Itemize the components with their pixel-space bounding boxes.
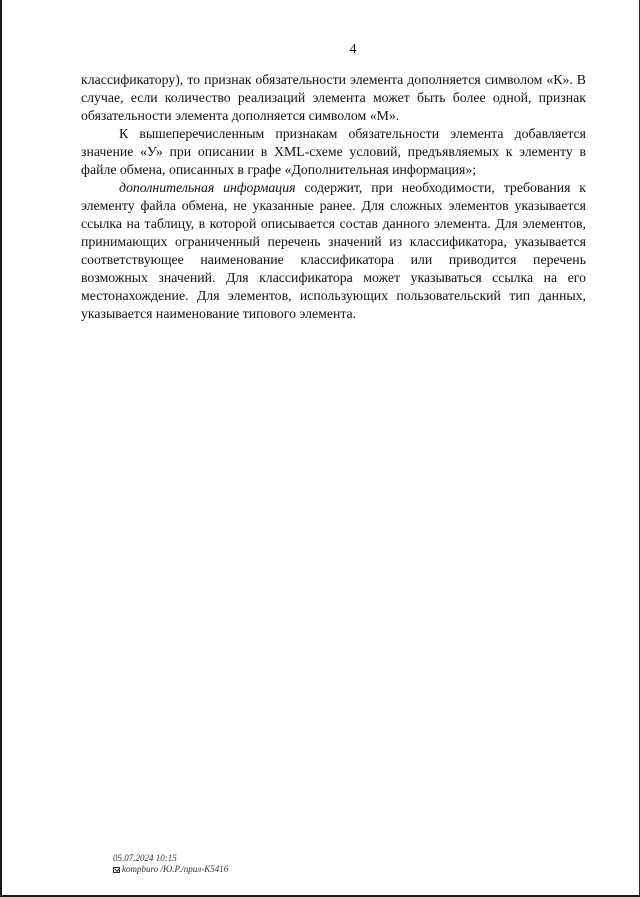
mail-icon bbox=[113, 867, 120, 873]
document-body bbox=[81, 71, 586, 323]
scan-edge-left bbox=[0, 0, 2, 897]
paragraph-additional-info bbox=[81, 179, 586, 323]
page-number: 4 bbox=[349, 42, 357, 57]
footer-stamp bbox=[113, 853, 228, 875]
paragraph-additional-info-text: содержит, при необходимости, требования к элементу файла обмена, не указанные ранее. Для сложных элементов указывается ссылка на таблицу, в которой описывается состав данного элемента. Для элементов, принимающих ограниченный перечень значений из классификатора, указывается соответствующее наименование классификатора или приводится перечень возможных значений. Для классификатора может указываться ссылка на его местонахождение. Для элементов, использующих пользовательский тип данных, указывается наименование типового элемента. bbox=[81, 180, 586, 321]
footer-timestamp: 05.07.2024 10:15 bbox=[113, 853, 177, 863]
paragraph-u-value: К вышеперечисленным признакам обязательности элемента добавляется значение «У» при описании в XML-схеме условий, предъявляемых к элементу в файле обмена, описанных в графе «Дополнительная информация»; bbox=[81, 126, 586, 177]
footer-path-line bbox=[113, 864, 228, 875]
term-additional-info: дополнительная информация bbox=[119, 180, 296, 195]
paragraph-continuation: классификатору), то признак обязательности элемента дополняется символом «К». В случае, если количество реализаций элемента может быть более одной, признак обязательности элемента дополняется символом «М». bbox=[81, 72, 586, 123]
footer-path: kompburo /Ю.Р./прил-К5416 bbox=[122, 864, 229, 874]
